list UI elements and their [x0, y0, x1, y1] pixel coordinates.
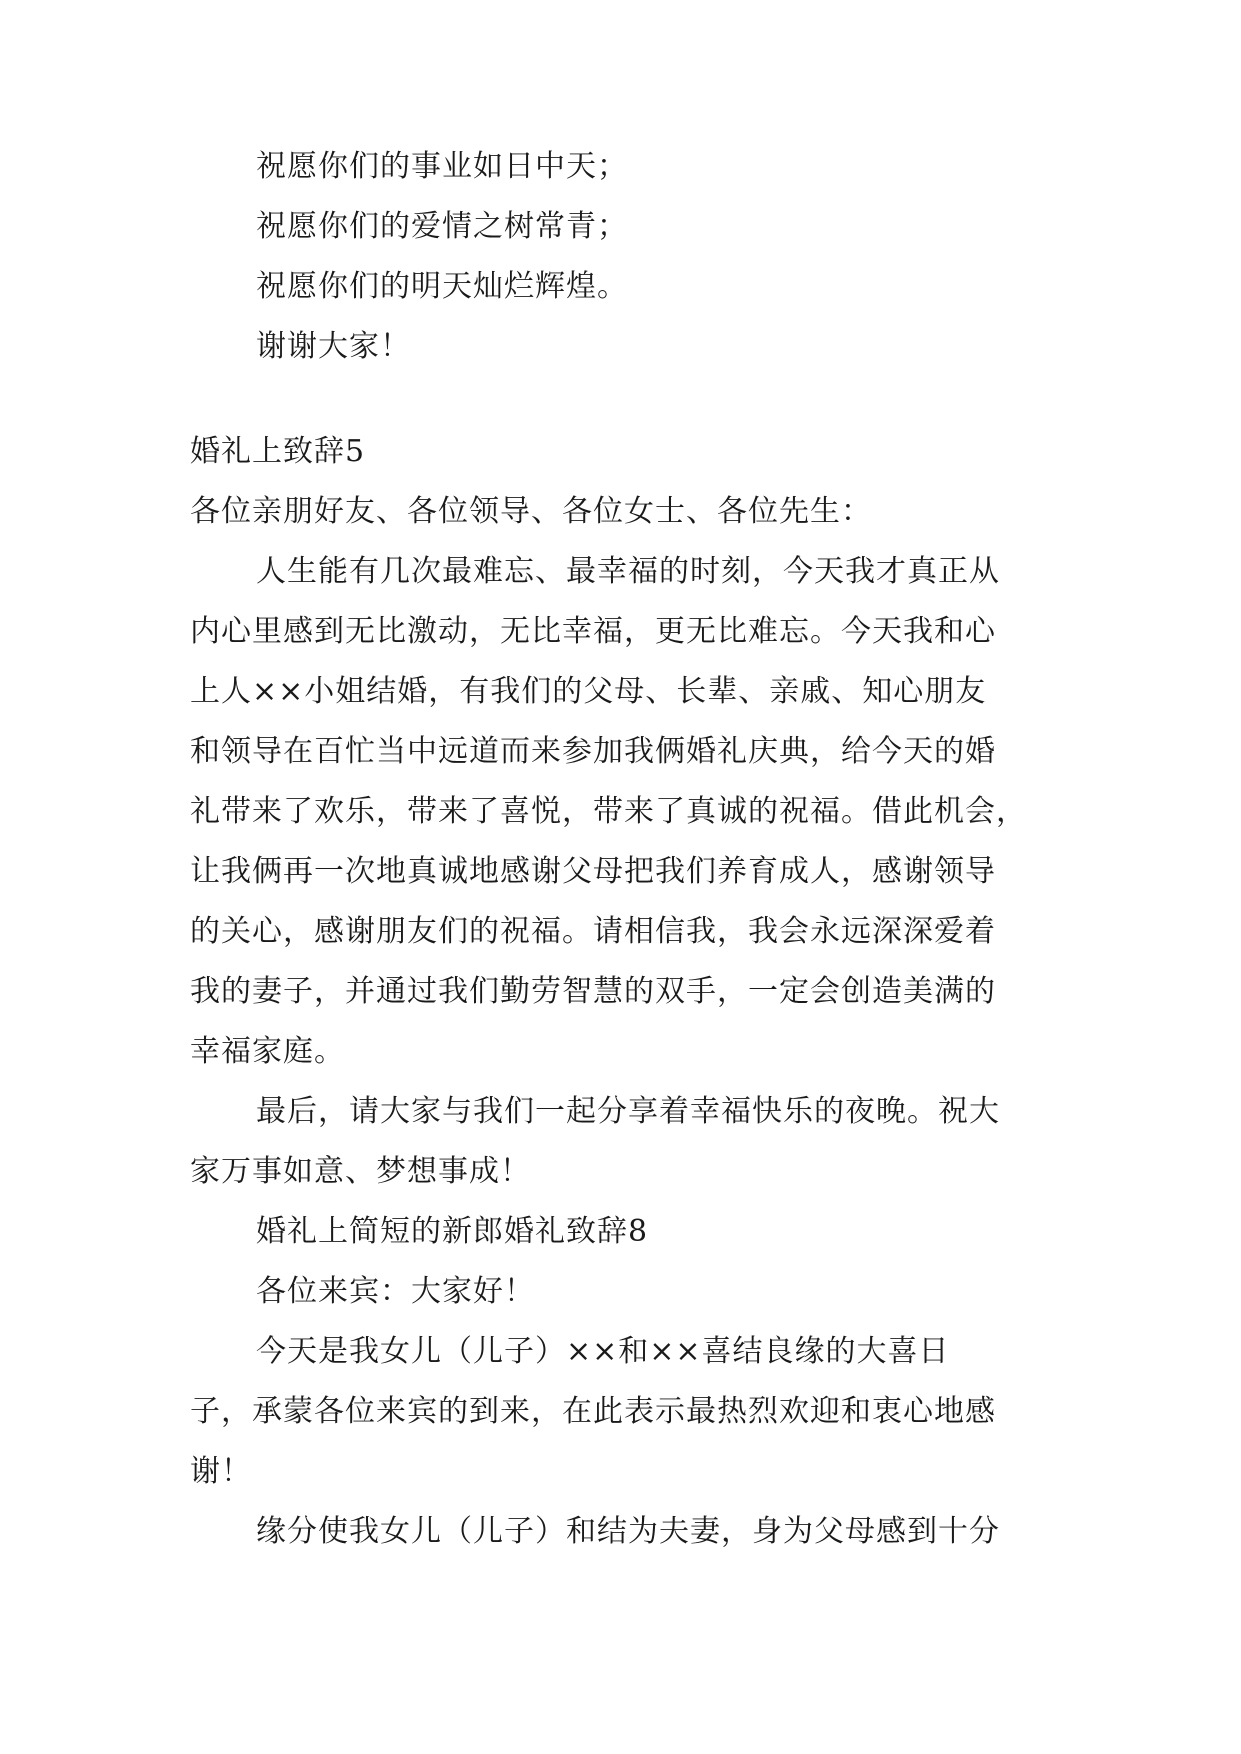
- speech-section-5: [190, 422, 1050, 1562]
- paragraph-line: 内心里感到无比激动，无比幸福，更无比难忘。今天我和心: [190, 614, 996, 649]
- section-title: 婚礼上简短的新郎婚礼致辞8: [256, 1214, 649, 1249]
- paragraph-line: 上人××小姐结婚，有我们的父母、长辈、亲戚、知心朋友: [190, 674, 987, 709]
- paragraph-line: 家万事如意、梦想事成！: [190, 1154, 531, 1189]
- blessings-block: [190, 137, 1050, 377]
- paragraph-line: 最后，请大家与我们一起分享着幸福快乐的夜晚。祝大: [256, 1094, 1000, 1129]
- paragraph-line: 我的妻子，并通过我们勤劳智慧的双手，一定会创造美满的: [190, 974, 996, 1009]
- thanks-line: 谢谢大家！: [256, 329, 411, 364]
- greeting-line: 各位亲朋好友、各位领导、各位女士、各位先生：: [190, 494, 872, 529]
- blessing-line: 祝愿你们的爱情之树常青；: [256, 209, 628, 244]
- paragraph-line: 礼带来了欢乐，带来了喜悦，带来了真诚的祝福。借此机会，: [190, 794, 1027, 829]
- blessing-line: 祝愿你们的事业如日中天；: [256, 149, 628, 184]
- paragraph-line: 幸福家庭。: [190, 1034, 345, 1069]
- paragraph-line: 缘分使我女儿（儿子）和结为夫妻，身为父母感到十分: [256, 1514, 1000, 1549]
- paragraph-line: 今天是我女儿（儿子）××和××喜结良缘的大喜日: [256, 1334, 950, 1369]
- paragraph-line: 和领导在百忙当中远道而来参加我俩婚礼庆典，给今天的婚: [190, 734, 996, 769]
- paragraph-line: 的关心，感谢朋友们的祝福。请相信我，我会永远深深爱着: [190, 914, 996, 949]
- blessing-line: 祝愿你们的明天灿烂辉煌。: [256, 269, 628, 304]
- paragraph-line: 谢！: [190, 1454, 252, 1489]
- section-title: 婚礼上致辞5: [190, 434, 366, 469]
- paragraph-line: 让我俩再一次地真诚地感谢父母把我们养育成人，感谢领导: [190, 854, 996, 889]
- paragraph-line: 子，承蒙各位来宾的到来，在此表示最热烈欢迎和衷心地感: [190, 1394, 996, 1429]
- paragraph-line: 人生能有几次最难忘、最幸福的时刻，今天我才真正从: [256, 554, 1000, 589]
- greeting-line: 各位来宾：大家好！: [256, 1274, 535, 1309]
